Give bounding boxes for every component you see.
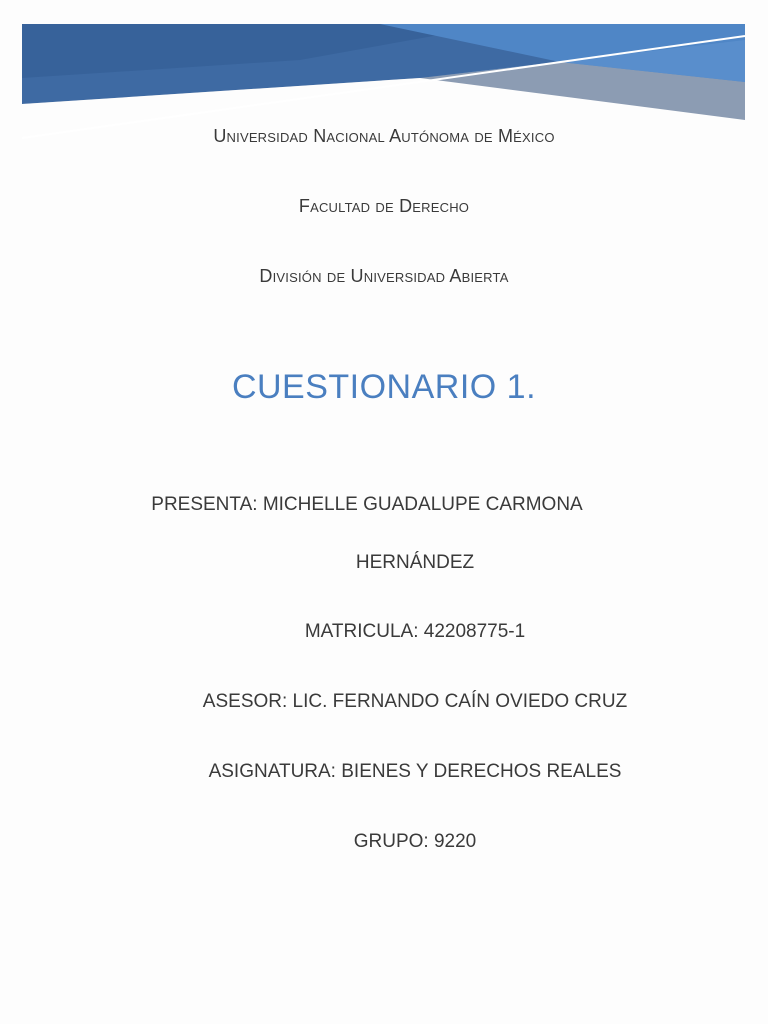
- asignatura: ASIGNATURA: BIENES Y DERECHOS REALES: [208, 761, 622, 782]
- division-name: División de Universidad Abierta: [259, 266, 509, 286]
- university-name: Universidad Nacional Autónoma de México: [213, 126, 555, 146]
- faculty-name: Facultad de Derecho: [298, 196, 470, 216]
- grupo: GRUPO: 9220: [353, 831, 477, 852]
- matricula: MATRICULA: 42208775-1: [304, 621, 526, 642]
- presenta-line-1: PRESENTA: MICHELLE GUADALUPE CARMONA: [151, 494, 583, 515]
- document-title: CUESTIONARIO 1.: [231, 368, 537, 406]
- asesor: ASESOR: LIC. FERNANDO CAÍN OVIEDO CRUZ: [202, 691, 628, 712]
- presenta-line-2: HERNÁNDEZ: [355, 552, 475, 573]
